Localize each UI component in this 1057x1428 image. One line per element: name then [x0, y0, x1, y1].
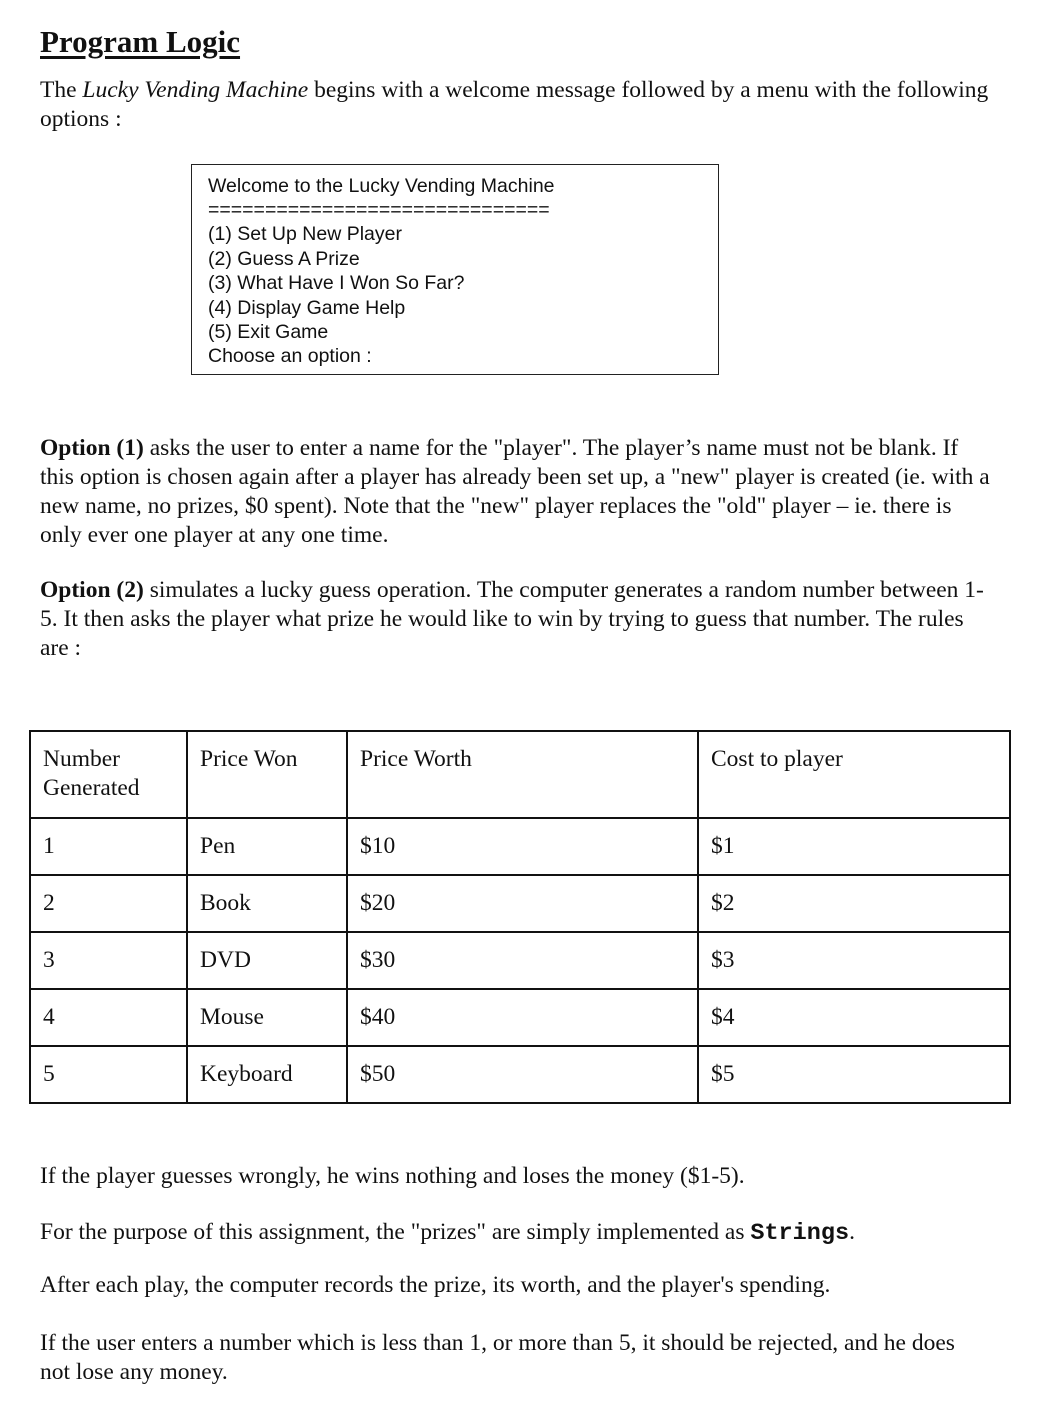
cell-cost: $4 — [698, 989, 1010, 1046]
cell-cost: $2 — [698, 875, 1010, 932]
cell-cost: $3 — [698, 932, 1010, 989]
menu-separator: ============================== — [208, 199, 550, 222]
cell-worth: $30 — [347, 932, 698, 989]
cell-worth: $20 — [347, 875, 698, 932]
cell-number: 2 — [30, 875, 187, 932]
menu-box — [191, 164, 719, 375]
table-row — [30, 818, 1010, 875]
intro-paragraph — [40, 76, 990, 134]
reject-paragraph: If the user enters a number which is less than 1, or more than 5, it should be rejected, and he does not lose any money. — [40, 1330, 955, 1385]
cell-worth: $40 — [347, 989, 698, 1046]
option1-text: asks the user to enter a name for the "player". The player’s name must not be blank. If this option is chosen again after a player has already been set up, a "new" player is created (ie. with a new name, no prizes, $0 spent). Note that the "new" player replaces the "old" player – ie. there is only ever one player at any one time. — [40, 435, 990, 548]
option1-paragraph — [40, 434, 990, 550]
cell-number: 3 — [30, 932, 187, 989]
header-price-won: Price Won — [187, 731, 347, 818]
cell-worth: $50 — [347, 1046, 698, 1103]
menu-option-5: (5) Exit Game — [208, 321, 329, 344]
strings-suffix: . — [849, 1219, 855, 1245]
strings-prefix: For the purpose of this assignment, the "prizes" are simply implemented as — [40, 1219, 751, 1245]
option2-paragraph — [40, 576, 990, 663]
table-header-row — [30, 731, 1010, 818]
cell-number: 5 — [30, 1046, 187, 1103]
table-row — [30, 932, 1010, 989]
intro-suffix: begins with a welcome message followed by a menu with the following options : — [40, 77, 989, 132]
menu-option-3: (3) What Have I Won So Far? — [208, 272, 465, 295]
wrong-guess-paragraph: If the player guesses wrongly, he wins nothing and loses the money ($1-5). — [40, 1163, 745, 1189]
machine-name: Lucky Vending Machine — [82, 77, 309, 103]
strings-paragraph — [40, 1218, 990, 1248]
cell-prize: Mouse — [187, 989, 347, 1046]
menu-prompt: Choose an option : — [208, 345, 372, 368]
table-row — [30, 989, 1010, 1046]
cell-prize: DVD — [187, 932, 347, 989]
table-row — [30, 1046, 1010, 1103]
cell-number: 4 — [30, 989, 187, 1046]
menu-title: Welcome to the Lucky Vending Machine — [208, 175, 555, 197]
table-row — [30, 875, 1010, 932]
header-number-generated: Number Generated — [30, 731, 187, 818]
cell-cost: $5 — [698, 1046, 1010, 1103]
records-paragraph: After each play, the computer records the prize, its worth, and the player's spending. — [40, 1272, 831, 1298]
intro-prefix: The — [40, 77, 83, 103]
menu-option-2: (2) Guess A Prize — [208, 247, 360, 270]
rules-table — [29, 730, 1011, 1104]
cell-cost: $1 — [698, 818, 1010, 875]
cell-prize: Pen — [187, 818, 347, 875]
option1-label: Option (1) — [40, 435, 144, 461]
header-cost-to-player: Cost to player — [698, 731, 1010, 818]
cell-number: 1 — [30, 818, 187, 875]
cell-prize: Keyboard — [187, 1046, 347, 1103]
menu-option-1: (1) Set Up New Player — [208, 223, 402, 246]
cell-prize: Book — [187, 875, 347, 932]
strings-code: Strings — [750, 1220, 850, 1247]
option2-text: simulates a lucky guess operation. The computer generates a random number between 1-5. It then asks the player what prize he would like to win by trying to guess that number. The rules are : — [40, 577, 984, 661]
menu-option-4: (4) Display Game Help — [208, 296, 406, 319]
option2-label: Option (2) — [40, 577, 144, 603]
header-price-worth: Price Worth — [347, 731, 698, 818]
page-title: Program Logic — [40, 24, 241, 59]
cell-worth: $10 — [347, 818, 698, 875]
